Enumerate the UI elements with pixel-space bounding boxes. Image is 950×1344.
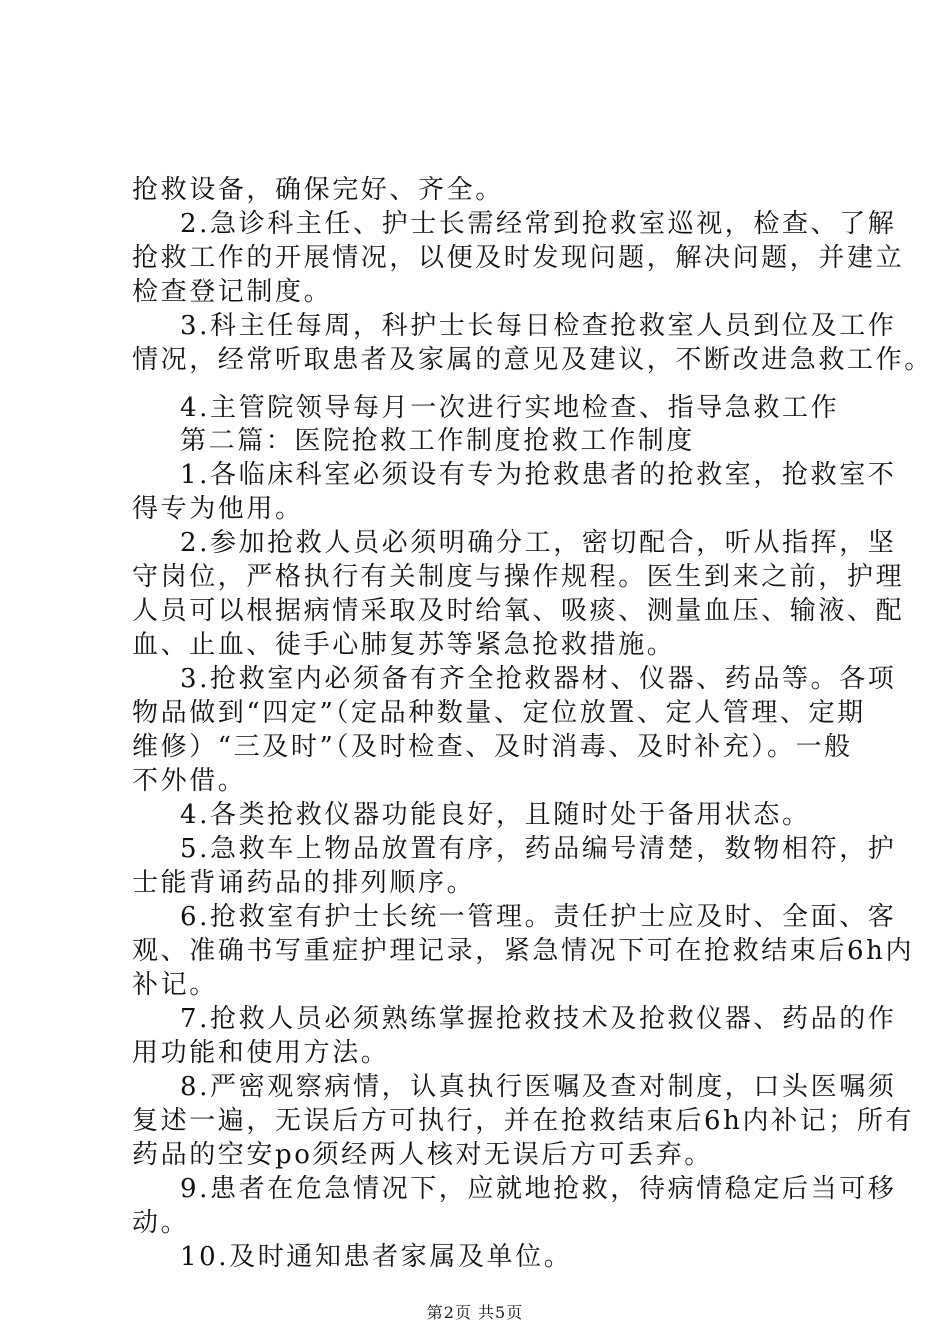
text-line: 检查登记制度。	[132, 277, 333, 307]
text-line: 观、准确书写重症护理记录，紧急情况下可在抢救结束后6h内	[132, 936, 915, 966]
text-line: 6.抢救室有护士长统一管理。责任护士应及时、全面、客	[180, 902, 897, 932]
section-heading: 第二篇：医院抢救工作制度抢救工作制度	[180, 426, 695, 456]
text-line: 8.严密观察病情，认真执行医嘱及查对制度，口头医嘱须	[180, 1072, 897, 1102]
text-line: 人员可以根据病情采取及时给氧、吸痰、测量血压、输液、配	[132, 596, 905, 626]
text-line: 不外借。	[132, 766, 247, 796]
text-line: 3.抢救室内必须备有齐全抢救器材、仪器、药品等。各项	[180, 664, 897, 694]
text-line: 补记。	[132, 970, 218, 1000]
text-line: 血、止血、徒手心肺复苏等紧急抢救措施。	[132, 630, 676, 660]
text-line: 3.科主任每周，科护士长每日检查抢救室人员到位及工作	[180, 311, 897, 341]
text-line: 4.主管院领导每月一次进行实地检查、指导急救工作	[180, 393, 840, 423]
text-line: 药品的空安po须经两人核对无误后方可丢弃。	[132, 1140, 713, 1170]
text-line: 动。	[132, 1208, 190, 1238]
text-line: 抢救设备，确保完好、齐全。	[132, 175, 504, 205]
text-line: 复述一遍，无误后方可执行，并在抢救结束后6h内补记；所有	[132, 1106, 915, 1136]
text-line: 守岗位，严格执行有关制度与操作规程。医生到来之前，护理	[132, 562, 905, 592]
text-line: 1.各临床科室必须设有专为抢救患者的抢救室，抢救室不	[180, 460, 897, 490]
text-line: 用功能和使用方法。	[132, 1038, 390, 1068]
text-line: 2.参加抢救人员必须明确分工，密切配合，听从指挥，坚	[180, 528, 897, 558]
text-line: 7.抢救人员必须熟练掌握抢救技术及抢救仪器、药品的作	[180, 1004, 897, 1034]
text-line: 维修）“三及时”（及时检查、及时消毒、及时补充）。一般	[132, 732, 853, 762]
text-line: 物品做到“四定”（定品种数量、定位放置、定人管理、定期	[132, 698, 866, 728]
text-line: 情况，经常听取患者及家属的意见及建议，不断改进急救工作。	[132, 345, 933, 375]
text-line: 5.急救车上物品放置有序，药品编号清楚，数物相符，护	[180, 834, 897, 864]
text-line: 士能背诵药品的排列顺序。	[132, 868, 476, 898]
text-line: 9.患者在危急情况下，应就地抢救，待病情稳定后当可移	[180, 1174, 897, 1204]
page-number-footer: 第2页 共5页	[426, 1303, 524, 1322]
text-line: 2.急诊科主任、护士长需经常到抢救室巡视，检查、了解	[180, 209, 897, 239]
text-line: 4.各类抢救仪器功能良好，且随时处于备用状态。	[180, 800, 811, 830]
text-line: 得专为他用。	[132, 494, 304, 524]
text-line: 抢救工作的开展情况，以便及时发现问题，解决问题，并建立	[132, 243, 905, 273]
text-line: 10.及时通知患者家属及单位。	[180, 1242, 573, 1272]
